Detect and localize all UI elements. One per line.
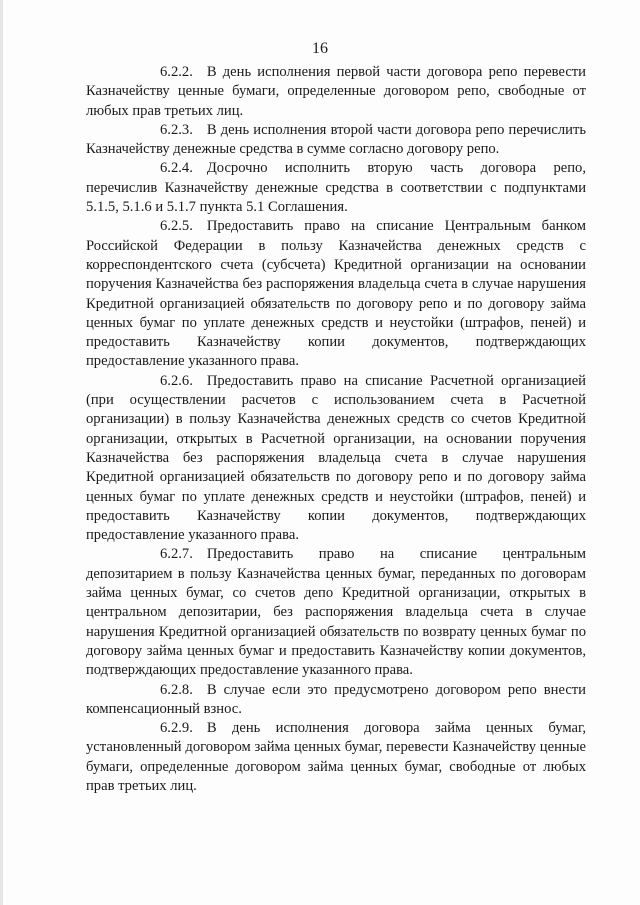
clause-6-2-7 (86, 545, 586, 680)
clause-number: 6.2.9. (160, 720, 193, 737)
clause-text: Предоставить право на списание Центральным банком Российской Федерации в пользу Казначейства денежных средств с корреспондентского счета (субсчета) Кредитной организации на основании поручения Казначейства без распоряжения владельца счета в случае нарушения Кредитной организацией обязательств по договору репо и по договору займа ценных бумаг по уплате денежных средств и неустойки (штрафов, пеней) и предоставить Казначейству копии документов, подтверждающих предоставление указанного права. (86, 218, 586, 370)
clause-number: 6.2.3. (160, 121, 193, 138)
clause-6-2-5 (86, 217, 586, 371)
clause-number: 6.2.7. (160, 546, 193, 563)
clause-6-2-8 (86, 681, 586, 720)
clause-6-2-6 (86, 372, 586, 546)
clause-text: В день исполнения первой части договора репо перевести Казначейству ценные бумаги, определенные договором репо, свободные от любых прав третьих лиц. (86, 64, 586, 119)
scan-edge (0, 0, 3, 905)
clause-number: 6.2.2. (160, 64, 193, 80)
clause-6-2-2 (86, 63, 586, 121)
clause-number: 6.2.4. (160, 160, 193, 177)
clause-text: Предоставить право на списание центральным депозитарием в пользу Казначейства ценных бумаг, переданных по договорам займа ценных бумаг, со счетов депо Кредитной организации, открытых в центральном депозитарии, без распоряжения владельца счета в случае нарушения Кредитной организацией обязательств по возврату ценных бумаг по договору займа ценных бумаг и предоставить Казначейству копии документов, подтверждающих предоставление указанного права. (86, 546, 586, 679)
clause-number: 6.2.8. (160, 681, 193, 698)
clause-text: В день исполнения второй части договора репо перечислить Казначейству денежные средства в сумме согласно договору репо. (86, 121, 586, 158)
page-number: 16 (312, 40, 328, 57)
clause-text: Досрочно исполнить вторую часть договора репо, перечислив Казначейству денежные средства в соответствии с подпунктами 5.1.5, 5.1.6 и 5.1.7 пункта 5.1 Соглашения. (86, 160, 586, 216)
clause-6-2-9 (86, 719, 586, 796)
clause-text: В случае если это предусмотрено договором репо внести компенсационный взнос. (86, 681, 586, 717)
clause-text: Предоставить право на списание Расчетной организацией (при осуществлении расчетов с использованием счета в Расчетной организации) в пользу Казначейства денежных средств со счетов Кредитной организации, открытых в Расчетной организации, на основании поручения Казначейства без распоряжения владельца счета в случае нарушения Кредитной организацией обязательств по договору репо и по договору займа ценных бумаг по уплате денежных средств и неустойки (штрафов, пеней) и предоставить Казначейству копии документов, подтверждающих предоставление указанного права. (86, 372, 586, 544)
clause-number: 6.2.5. (160, 218, 193, 235)
clause-6-2-3 (86, 121, 586, 160)
clause-number: 6.2.6. (160, 372, 193, 389)
document-body (86, 63, 586, 796)
clause-6-2-4 (86, 159, 586, 217)
clause-text: В день исполнения договора займа ценных бумаг, установленный договором займа ценных бумаг, перевести Казначейству ценные бумаги, определенные договором займа ценных бумаг, свободные от любых прав третьих лиц. (86, 720, 586, 794)
